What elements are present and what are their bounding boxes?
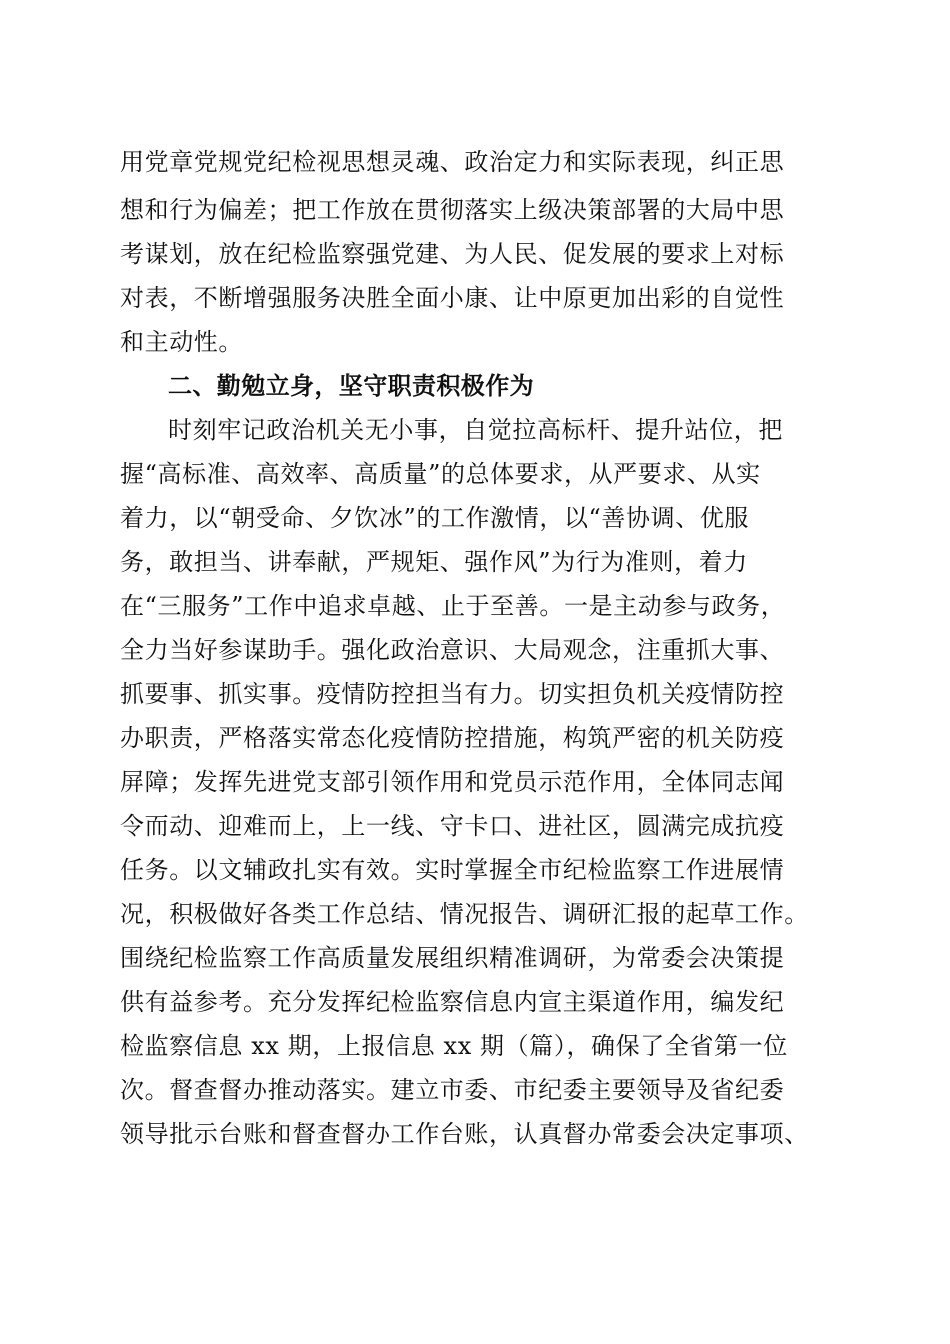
paragraph-2-line-12: 况，积极做好各类工作总结、情况报告、调研汇报的起草工作。 <box>120 900 809 928</box>
paragraph-1-line-5: 和主动性。 <box>120 328 243 356</box>
paragraph-2-line-15: 检监察信息 xx 期，上报信息 xx 期（篇），确保了全省第一位 <box>120 1032 788 1060</box>
paragraph-2-line-2: 握“高标准、高效率、高质量”的总体要求，从严要求、从实 <box>120 460 761 488</box>
paragraph-2-line-10: 令而动、迎难而上，上一线、守卡口、进社区，圆满完成抗疫 <box>120 812 785 840</box>
paragraph-2-line-16: 次。督查督办推动落实。建立市委、市纪委主要领导及省纪委 <box>120 1076 785 1104</box>
paragraph-2-line-9: 屏障；发挥先进党支部引领作用和党员示范作用，全体同志闻 <box>120 768 785 796</box>
paragraph-2-line-5: 在“三服务”工作中追求卓越、止于至善。一是主动参与政务， <box>120 592 786 620</box>
paragraph-2-line-6: 全力当好参谋助手。强化政治意识、大局观念，注重抓大事、 <box>120 636 785 664</box>
paragraph-2-line-8: 办职责，严格落实常态化疫情防控措施，构筑严密的机关防疫 <box>120 724 785 752</box>
paragraph-1-line-4: 对表，不断增强服务决胜全面小康、让中原更加出彩的自觉性 <box>120 284 785 312</box>
section-heading: 二、勤勉立身，坚守职责积极作为 <box>168 372 534 400</box>
paragraph-2-line-7: 抓要事、抓实事。疫情防控担当有力。切实担负机关疫情防控 <box>120 680 785 708</box>
paragraph-2-line-3: 着力，以“朝受命、夕饮冰”的工作激情，以“善协调、优服 <box>120 504 750 532</box>
paragraph-2-line-17: 领导批示台账和督查督办工作台账，认真督办常委会决定事项、 <box>120 1120 809 1148</box>
paragraph-2-line-14: 供有益参考。充分发挥纪检监察信息内宣主渠道作用，编发纪 <box>120 988 785 1016</box>
paragraph-1-line-3: 考谋划，放在纪检监察强党建、为人民、促发展的要求上对标 <box>120 240 785 268</box>
paragraph-2-line-1: 时刻牢记政治机关无小事，自觉拉高标杆、提升站位，把 <box>168 416 783 444</box>
paragraph-2-line-11: 任务。以文辅政扎实有效。实时掌握全市纪检监察工作进展情 <box>120 856 785 884</box>
paragraph-2-line-4: 务，敢担当、讲奉献，严规矩、强作风”为行为准则，着力 <box>120 548 748 576</box>
paragraph-1-line-2: 想和行为偏差；把工作放在贯彻落实上级决策部署的大局中思 <box>120 196 785 224</box>
paragraph-1-line-1: 用党章党规党纪检视思想灵魂、政治定力和实际表现，纠正思 <box>120 148 785 176</box>
paragraph-2-line-13: 围绕纪检监察工作高质量发展组织精准调研，为常委会决策提 <box>120 944 785 972</box>
